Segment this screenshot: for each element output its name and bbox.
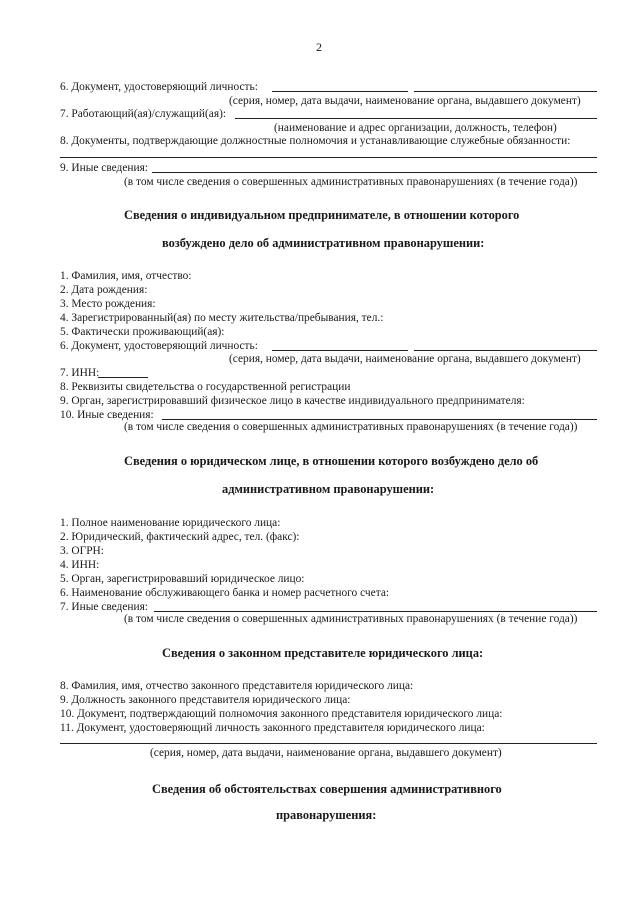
legal-entity-item-3: 3. ОГРН: — [60, 545, 104, 557]
entrepreneur-heading-line2: возбуждено дело об административном правонарушении: — [162, 236, 485, 250]
person-item-6-field-2 — [414, 91, 597, 92]
entrepreneur-item-4: 4. Зарегистрированный(ая) по месту жительства/пребывания, тел.: — [60, 312, 384, 324]
entrepreneur-item-7-field — [98, 377, 148, 378]
person-item-6-field-1 — [272, 91, 408, 92]
person-item-7-field — [235, 118, 597, 119]
person-item-9: 9. Иные сведения: — [60, 162, 148, 174]
entrepreneur-item-5: 5. Фактически проживающий(ая): — [60, 326, 225, 338]
circumstances-heading-line1: Сведения об обстоятельствах совершения административного — [152, 782, 502, 796]
legal-entity-heading-line1: Сведения о юридическом лице, в отношении которого возбуждено дело об — [124, 454, 539, 468]
person-item-9-field — [152, 172, 597, 173]
entrepreneur-item-6-note: (серия, номер, дата выдачи, наименование органа, выдавшего документ) — [229, 353, 581, 365]
representative-item-8: 8. Фамилия, имя, отчество законного представителя юридического лица: — [60, 680, 414, 692]
entrepreneur-item-7: 7. ИНН: — [60, 367, 100, 379]
legal-entity-item-2: 2. Юридический, фактический адрес, тел. (факс): — [60, 531, 300, 543]
entrepreneur-item-8: 8. Реквизиты свидетельства о государственной регистрации — [60, 381, 351, 393]
representative-item-10: 10. Документ, подтверждающий полномочия законного представителя юридического лица: — [60, 708, 503, 720]
representative-note: (серия, номер, дата выдачи, наименование органа, выдавшего документ) — [150, 747, 502, 759]
entrepreneur-item-6-field-1 — [272, 350, 408, 351]
person-item-7: 7. Работающий(ая)/служащий(ая): — [60, 108, 227, 120]
entrepreneur-item-9: 9. Орган, зарегистрировавший физическое лицо в качестве индивидуального предпринимателя: — [60, 395, 525, 407]
representative-item-11: 11. Документ, удостоверяющий личность законного представителя юридического лица: — [60, 722, 485, 734]
entrepreneur-item-10-note: (в том числе сведения о совершенных административных правонарушениях (в течение года)) — [124, 421, 578, 433]
page-number: 2 — [316, 40, 322, 54]
entrepreneur-heading-line1: Сведения о индивидуальном предпринимателе, в отношении которого — [124, 208, 520, 222]
entrepreneur-item-1: 1. Фамилия, имя, отчество: — [60, 270, 192, 282]
legal-entity-item-1: 1. Полное наименование юридического лица: — [60, 517, 281, 529]
entrepreneur-item-6-field-2 — [414, 350, 597, 351]
representative-item-9: 9. Должность законного представителя юридического лица: — [60, 694, 351, 706]
legal-entity-item-6: 6. Наименование обслуживающего банка и номер расчетного счета: — [60, 587, 390, 599]
legal-entity-item-5: 5. Орган, зарегистрировавший юридическое лицо: — [60, 573, 305, 585]
representative-heading: Сведения о законном представителе юридического лица: — [162, 646, 484, 660]
person-item-9-note: (в том числе сведения о совершенных административных правонарушениях (в течение года)) — [124, 176, 578, 188]
legal-entity-item-7-note: (в том числе сведения о совершенных административных правонарушениях (в течение года)) — [124, 613, 578, 625]
person-item-8-field — [60, 157, 597, 158]
legal-entity-item-4: 4. ИНН: — [60, 559, 100, 571]
person-item-6: 6. Документ, удостоверяющий личность: — [60, 81, 258, 93]
person-item-6-note: (серия, номер, дата выдачи, наименование органа, выдавшего документ) — [229, 95, 581, 107]
legal-entity-heading-line2: административном правонарушении: — [222, 482, 435, 496]
legal-entity-item-7: 7. Иные сведения: — [60, 601, 148, 613]
person-item-8: 8. Документы, подтверждающие должностные полномочия и устанавливающие служебные обязанности: — [60, 135, 571, 147]
entrepreneur-item-6: 6. Документ, удостоверяющий личность: — [60, 340, 258, 352]
representative-item-11-field — [60, 743, 597, 744]
person-item-7-note: (наименование и адрес организации, должность, телефон) — [274, 122, 557, 134]
entrepreneur-item-2: 2. Дата рождения: — [60, 284, 148, 296]
entrepreneur-item-3: 3. Место рождения: — [60, 298, 156, 310]
circumstances-heading-line2: правонарушения: — [276, 808, 377, 822]
entrepreneur-item-10: 10. Иные сведения: — [60, 409, 154, 421]
